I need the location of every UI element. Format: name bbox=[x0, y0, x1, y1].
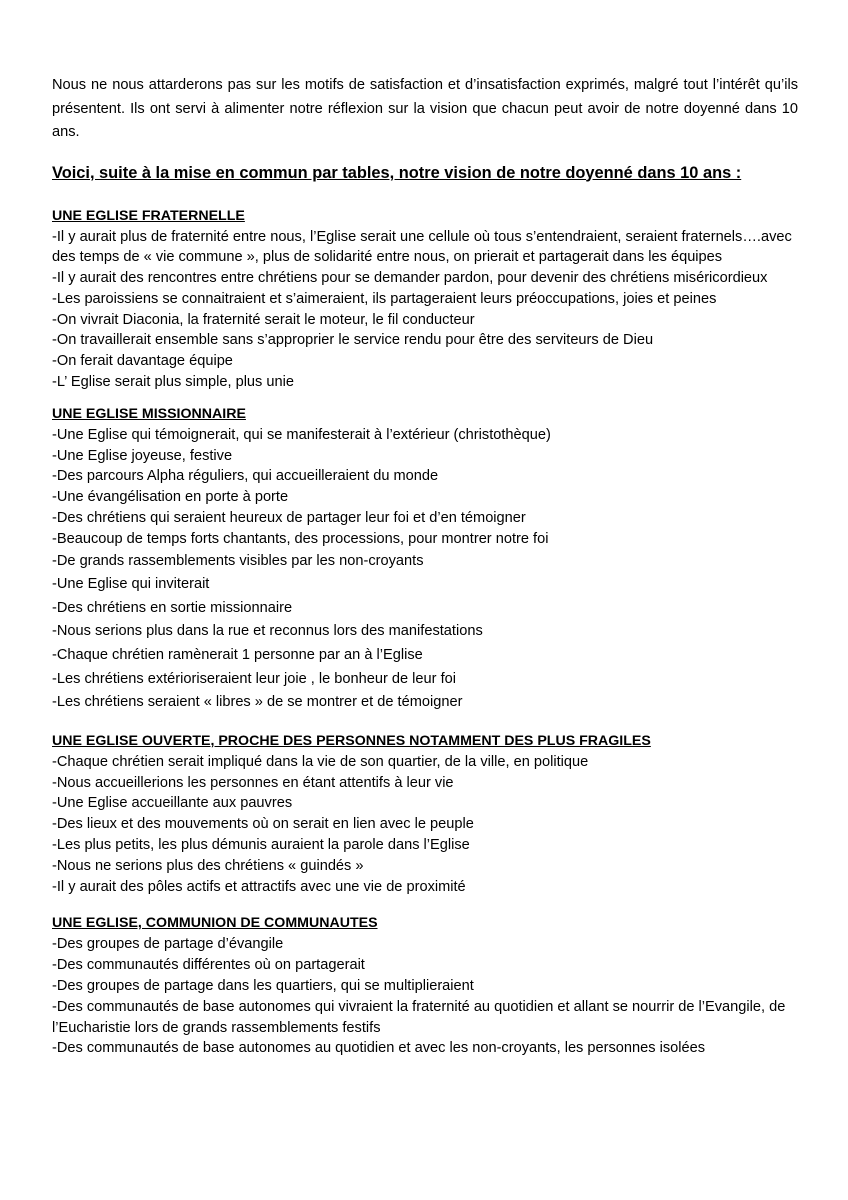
list-item: -Des chrétiens qui seraient heureux de partager leur foi et d’en témoigner bbox=[52, 510, 526, 527]
list-item: -Des chrétiens en sortie missionnaire bbox=[52, 599, 293, 616]
list-item: -Une Eglise accueillante aux pauvres bbox=[52, 795, 293, 812]
list-item: -Des communautés de base autonomes qui vivraient la fraternité au quotidien et allant se nourrir de l’Evangile, de l’Eucharistie lors de grands rassemblements festifs bbox=[52, 998, 786, 1036]
list-item: -Des communautés de base autonomes au quotidien et avec les non-croyants, les personnes isolées bbox=[52, 1040, 706, 1057]
list-item: -Chaque chrétien serait impliqué dans la vie de son quartier, de la ville, en politique bbox=[52, 753, 589, 770]
list-item: -Chaque chrétien ramènerait 1 personne par an à l’Eglise bbox=[52, 647, 423, 664]
section-eglise-communion bbox=[52, 913, 798, 1059]
document-page bbox=[52, 74, 798, 1059]
list-item: -On vivrait Diaconia, la fraternité serait le moteur, le fil conducteur bbox=[52, 311, 475, 328]
section-eglise-ouverte bbox=[52, 731, 798, 898]
list-item: -Nous serions plus dans la rue et reconnus lors des manifestations bbox=[52, 623, 483, 640]
list-item: -Les paroissiens se connaitraient et s’aimeraient, ils partageraient leurs préoccupations, joies et peines bbox=[52, 290, 717, 307]
list-item: -Il y aurait plus de fraternité entre nous, l’Eglise serait une cellule où tous s’entendraient, seraient fraternels….avec des temps de « vie commune », plus de solidarité entre nous, on prierait et partagerait dans les équipes bbox=[52, 228, 792, 266]
list-item: -Des groupes de partage d’évangile bbox=[52, 936, 284, 953]
list-item: -Les chrétiens seraient « libres » de se montrer et de témoigner bbox=[52, 694, 463, 711]
list-item: -Une évangélisation en porte à porte bbox=[52, 489, 289, 506]
list-item: -Une Eglise qui témoignerait, qui se manifesterait à l’extérieur (christothèque) bbox=[52, 426, 551, 443]
list-item: -Les plus petits, les plus démunis auraient la parole dans l’Eglise bbox=[52, 837, 470, 853]
list-item: -Beaucoup de temps forts chantants, des processions, pour montrer notre foi bbox=[52, 530, 549, 547]
list-item: -Il y aurait des rencontres entre chrétiens pour se demander pardon, pour devenir des chrétiens miséricordieux bbox=[52, 270, 768, 287]
list-item: -Des parcours Alpha réguliers, qui accueilleraient du monde bbox=[52, 468, 439, 485]
list-item: -Une Eglise joyeuse, festive bbox=[52, 447, 233, 464]
section-title: UNE EGLISE, COMMUNION DE COMMUNAUTES bbox=[52, 915, 378, 932]
list-item: -Nous accueillerions les personnes en étant attentifs à leur vie bbox=[52, 774, 454, 791]
section-title: UNE EGLISE OUVERTE, PROCHE DES PERSONNES NOTAMMENT DES PLUS FRAGILES bbox=[52, 732, 651, 749]
intro-paragraph: Nous ne nous attarderons pas sur les motifs de satisfaction et d’insatisfaction exprimés, malgré tout l’intérêt qu’ils présentent. Ils ont servi à alimenter notre réflexion sur la vision que chacun peut avoir de notre doyenné dans 10 ans. bbox=[52, 77, 798, 140]
list-item: -Les chrétiens extérioriseraient leur joie , le bonheur de leur foi bbox=[52, 670, 456, 687]
list-item: -Il y aurait des pôles actifs et attractifs avec une vie de proximité bbox=[52, 878, 466, 895]
section-eglise-fraternelle bbox=[52, 206, 798, 393]
list-item: -Des groupes de partage dans les quartiers, qui se multiplieraient bbox=[52, 977, 474, 994]
section-title: UNE EGLISE MISSIONNAIRE bbox=[52, 405, 246, 422]
section-title: UNE EGLISE FRATERNELLE bbox=[52, 207, 245, 224]
list-item: -Des lieux et des mouvements où on serait en lien avec le peuple bbox=[52, 816, 474, 833]
list-item: -On ferait davantage équipe bbox=[52, 353, 233, 370]
main-heading: Voici, suite à la mise en commun par tables, notre vision de notre doyenné dans 10 ans : bbox=[52, 163, 742, 182]
list-item: -Nous ne serions plus des chrétiens « guindés » bbox=[52, 857, 364, 874]
list-item: -Des communautés différentes où on partagerait bbox=[52, 957, 365, 974]
list-item: -Une Eglise qui inviterait bbox=[52, 576, 210, 593]
list-item: -De grands rassemblements visibles par les non-croyants bbox=[52, 552, 424, 569]
section-eglise-missionnaire bbox=[52, 404, 798, 715]
list-item: -L’ Eglise serait plus simple, plus unie bbox=[52, 374, 294, 391]
list-item: -On travaillerait ensemble sans s’approprier le service rendu pour être des serviteurs de Dieu bbox=[52, 332, 654, 349]
